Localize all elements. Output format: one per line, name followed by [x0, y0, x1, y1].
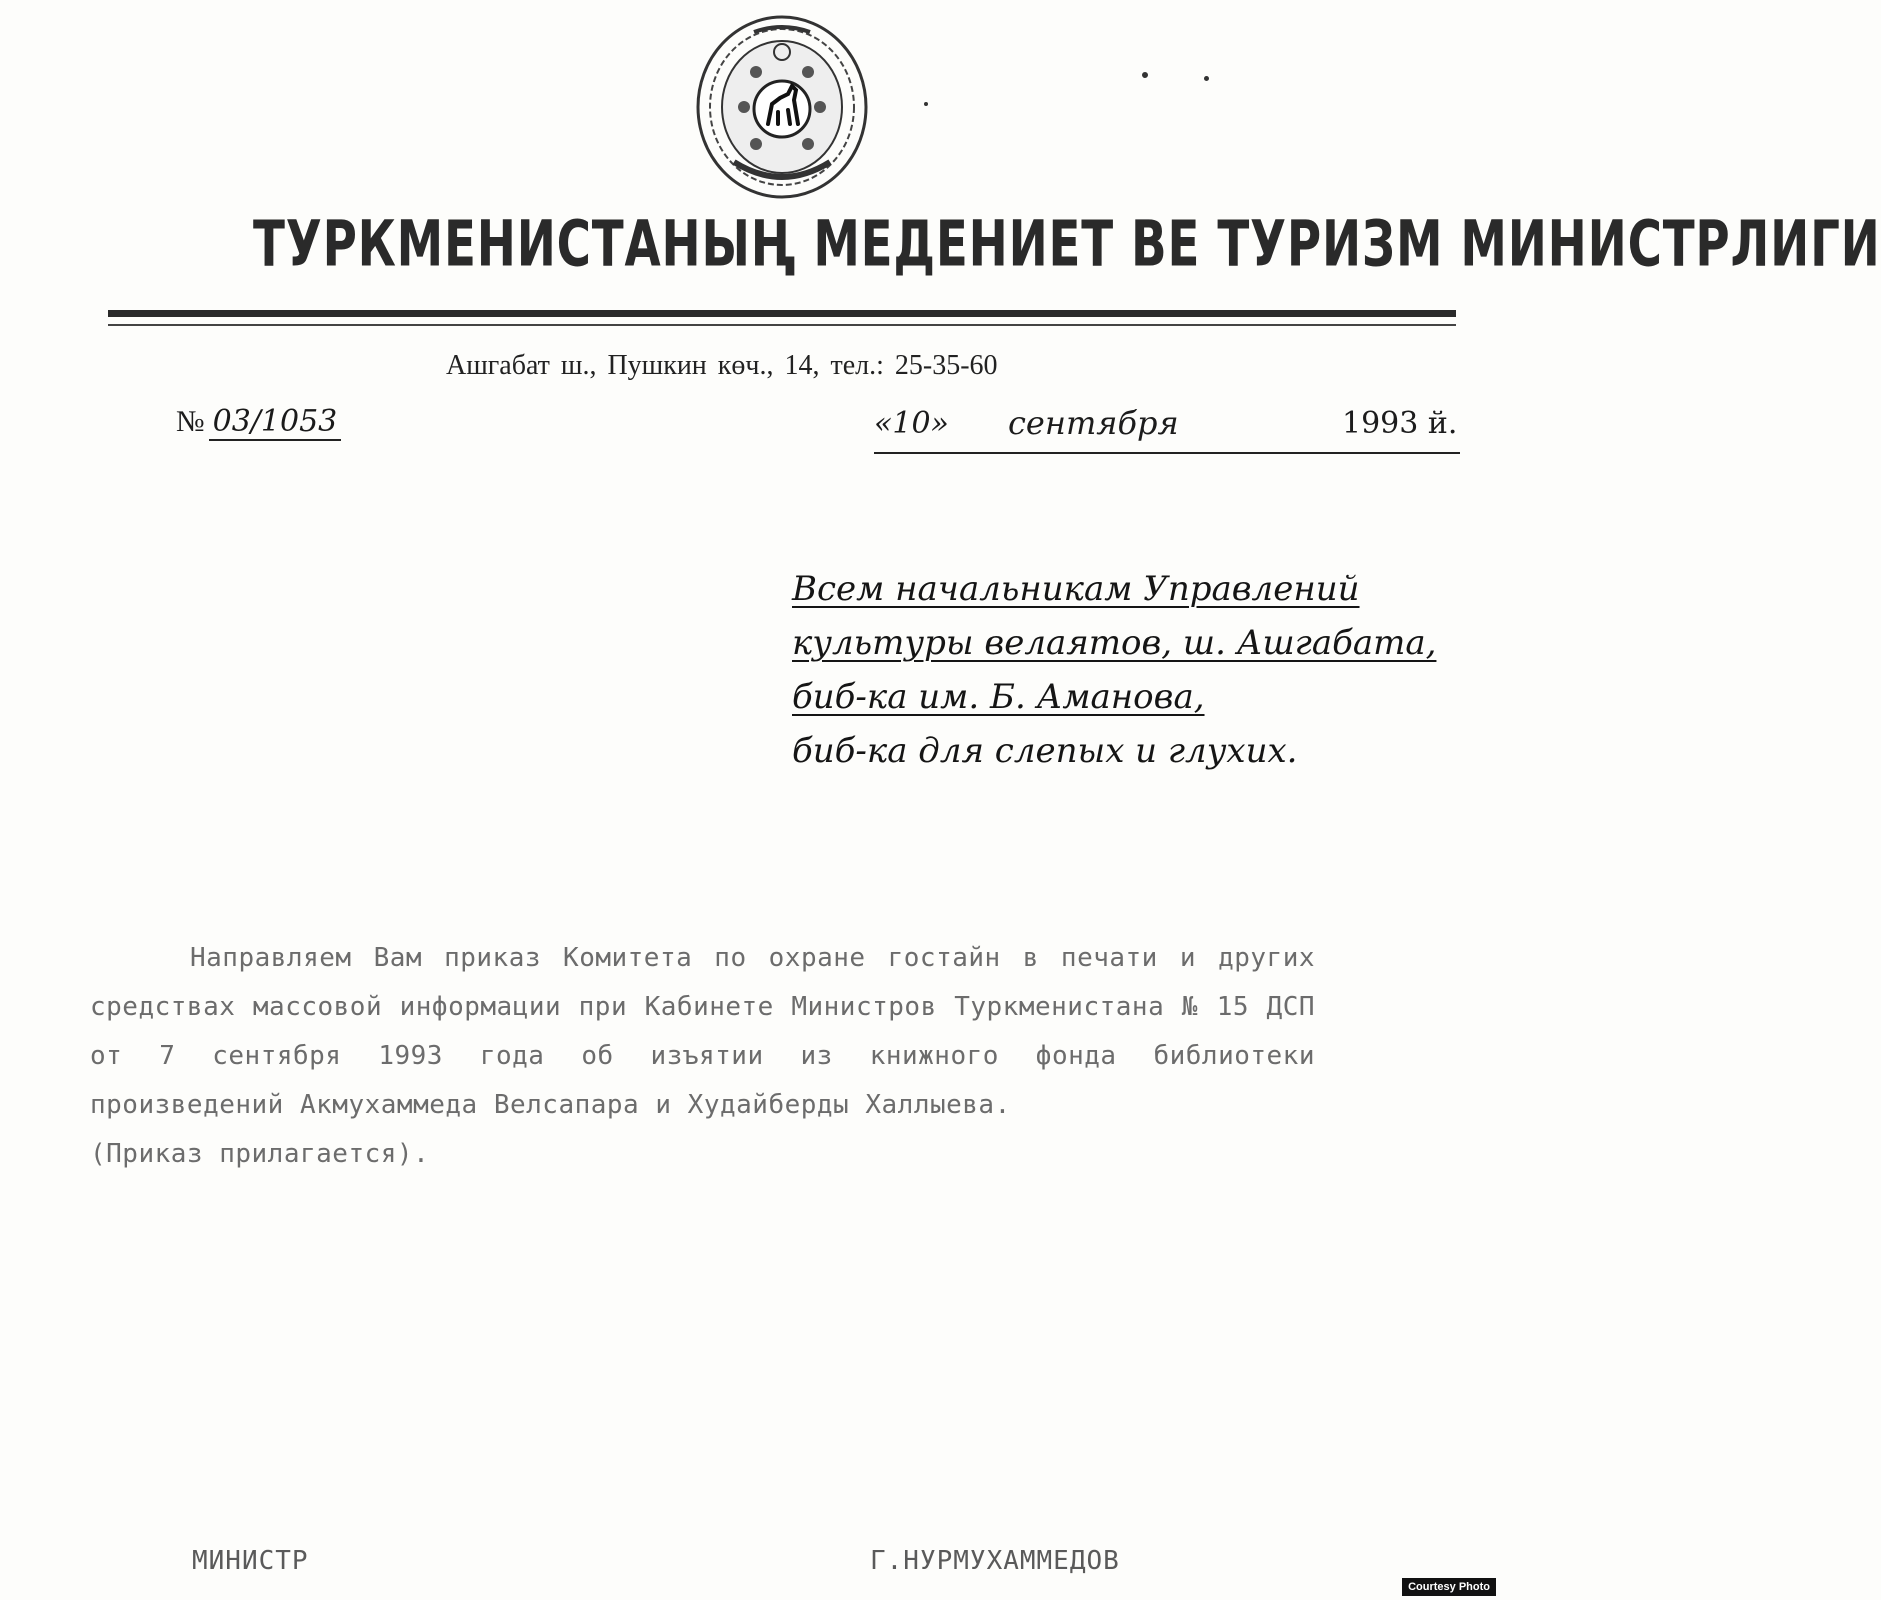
date-year: 1993 й.	[1342, 406, 1458, 441]
number-value: 03/1053	[209, 404, 342, 441]
state-emblem	[694, 12, 870, 202]
header-rule-thin	[108, 324, 1456, 326]
body-paragraph: Направляем Вам приказ Комитета по охране гостайн в печати и других средствах массовой информации при Кабинете Министров Туркменистана № 15 ДСП от 7 сентября 1993 года об изъятии из книжного фонда библиотеки произведений Акмухаммеда Велсапара и Худайберды Халлыева.	[90, 943, 1315, 1120]
ministry-address: Ашгабат ш., Пушкин көч., 14, тел.: 25-35-60	[446, 350, 998, 381]
scan-speck	[924, 102, 928, 106]
photo-credit: Courtesy Photo	[1402, 1578, 1496, 1596]
date-day: «10»	[874, 406, 949, 441]
letter-body	[90, 934, 1315, 1179]
addressee-line: биб-ка для слепых и глухих.	[792, 731, 1298, 771]
document-date	[874, 402, 1460, 454]
date-month: сентября	[1008, 404, 1179, 442]
attachment-note: (Приказ прилагается).	[90, 1139, 430, 1169]
number-prefix: №	[176, 405, 205, 438]
signatory-name: Г.НУРМУХАММЕДОВ	[870, 1546, 1120, 1576]
addressee-line: Всем начальникам Управлений	[792, 569, 1360, 609]
addressee-block	[792, 562, 1472, 778]
addressee-line: биб-ка им. Б. Аманова,	[792, 677, 1205, 717]
scan-speck	[1204, 76, 1209, 81]
ministry-title: ТУРКМЕНИСТАНЫҢ МЕДЕНИЕТ ВЕ ТУРИЗМ МИНИСТРЛИГИ	[253, 208, 1881, 282]
addressee-line: культуры велаятов, ш. Ашгабата,	[792, 623, 1437, 663]
header-rule-thick	[108, 310, 1456, 317]
scan-speck	[1142, 72, 1148, 78]
signatory-title: МИНИСТР	[192, 1546, 309, 1576]
document-number	[176, 404, 341, 439]
